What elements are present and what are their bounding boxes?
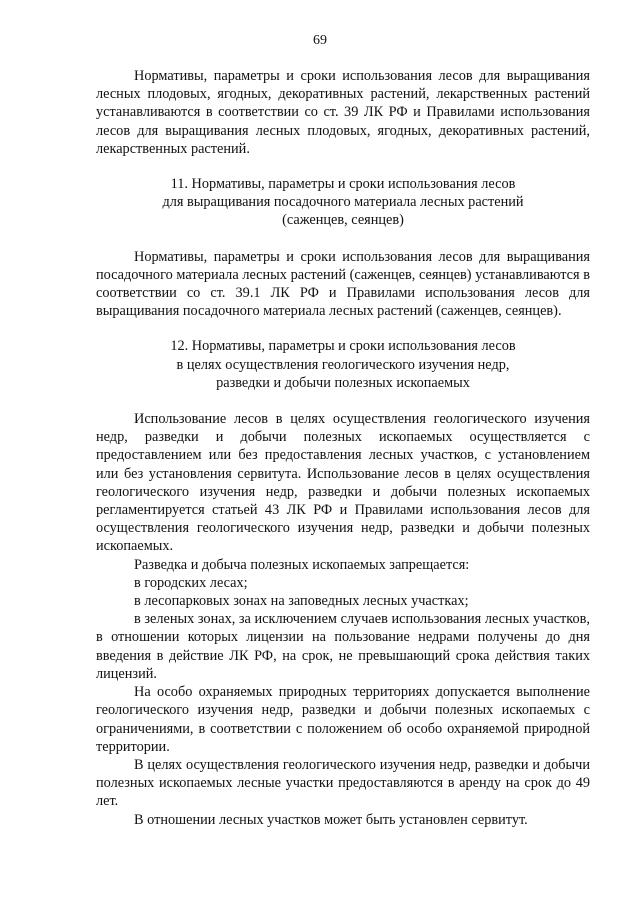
- list-item-forest-park-zones: в лесопарковых зонах на заповедных лесных участках;: [134, 593, 469, 610]
- paragraph-seedling-norms: Нормативы, параметры и сроки использования лесов для выращивания посадочного материала лесных растений (саженцев, сеянцев) устанавливаются в соответствии со ст. 39.1 ЛК РФ и Правилами использования лесов для выращивания посадочного материала лесных растений (саженцев, сеянцев).: [96, 248, 590, 320]
- heading-line: (саженцев, сеянцев): [282, 212, 404, 229]
- paragraph-lease-term: В целях осуществления геологического изучения недр, разведки и добычи полезных ископаемых лесные участки предоставляются в аренду на срок до 49 лет.: [96, 756, 590, 810]
- paragraph-protected-territories: На особо охраняемых природных территориях допускается выполнение геологического изучения недр, разведки и добычи полезных ископаемых с ограничениями, в соответствии с положением об особо охраняемой природной территории.: [96, 684, 590, 755]
- section-heading-12: [96, 337, 590, 392]
- heading-line: 12. Нормативы, параметры и сроки использования лесов: [170, 338, 516, 355]
- paragraph-plant-cultivation-norms: Нормативы, параметры и сроки использования лесов для выращивания лесных плодовых, ягодных, декоративных растений, лекарственных растений устанавливаются в соответствии со ст. 39 ЛК РФ и Правилами использования лесов для выращивания лесных плодовых, ягодных, декоративных растений, лекарственных растений.: [96, 68, 590, 157]
- heading-line: в целях осуществления геологического изучения недр,: [176, 356, 510, 373]
- heading-line: для выращивания посадочного материала лесных растений: [162, 194, 524, 211]
- paragraph-geological-use: Использование лесов в целях осуществления геологического изучения недр, разведки и добычи полезных ископаемых осуществляется с предоставлением или без предоставления лесных участков, с установлением или без установления сервитута. Использование лесов в целях осуществления геологического изучения недр, разведки и добычи полезных ископаемых регламентируется статьей 43 ЛК РФ и Правилами использования лесов для осуществления геологического изучения недр, разведки и добычи полезных ископаемых.: [96, 411, 590, 555]
- list-item-green-zones: в зеленых зонах, за исключением случаев использования лесных участков, в отношении которых лицензии на пользование недрами получены до дня введения в действие ЛК РФ, на срок, не превышающий срока действия таких лицензий.: [96, 611, 590, 682]
- page-number: 69: [313, 33, 327, 48]
- heading-line: разведки и добычи полезных ископаемых: [216, 374, 470, 391]
- document-body: [96, 67, 590, 829]
- heading-line: 11. Нормативы, параметры и сроки использования лесов: [170, 176, 516, 193]
- section-heading-11: [96, 175, 590, 230]
- paragraph-servitude: В отношении лесных участков может быть установлен сервитут.: [134, 811, 528, 828]
- paragraph-prohibition-intro: Разведка и добыча полезных ископаемых запрещается:: [134, 556, 470, 573]
- list-item-urban-forests: в городских лесах;: [134, 574, 248, 591]
